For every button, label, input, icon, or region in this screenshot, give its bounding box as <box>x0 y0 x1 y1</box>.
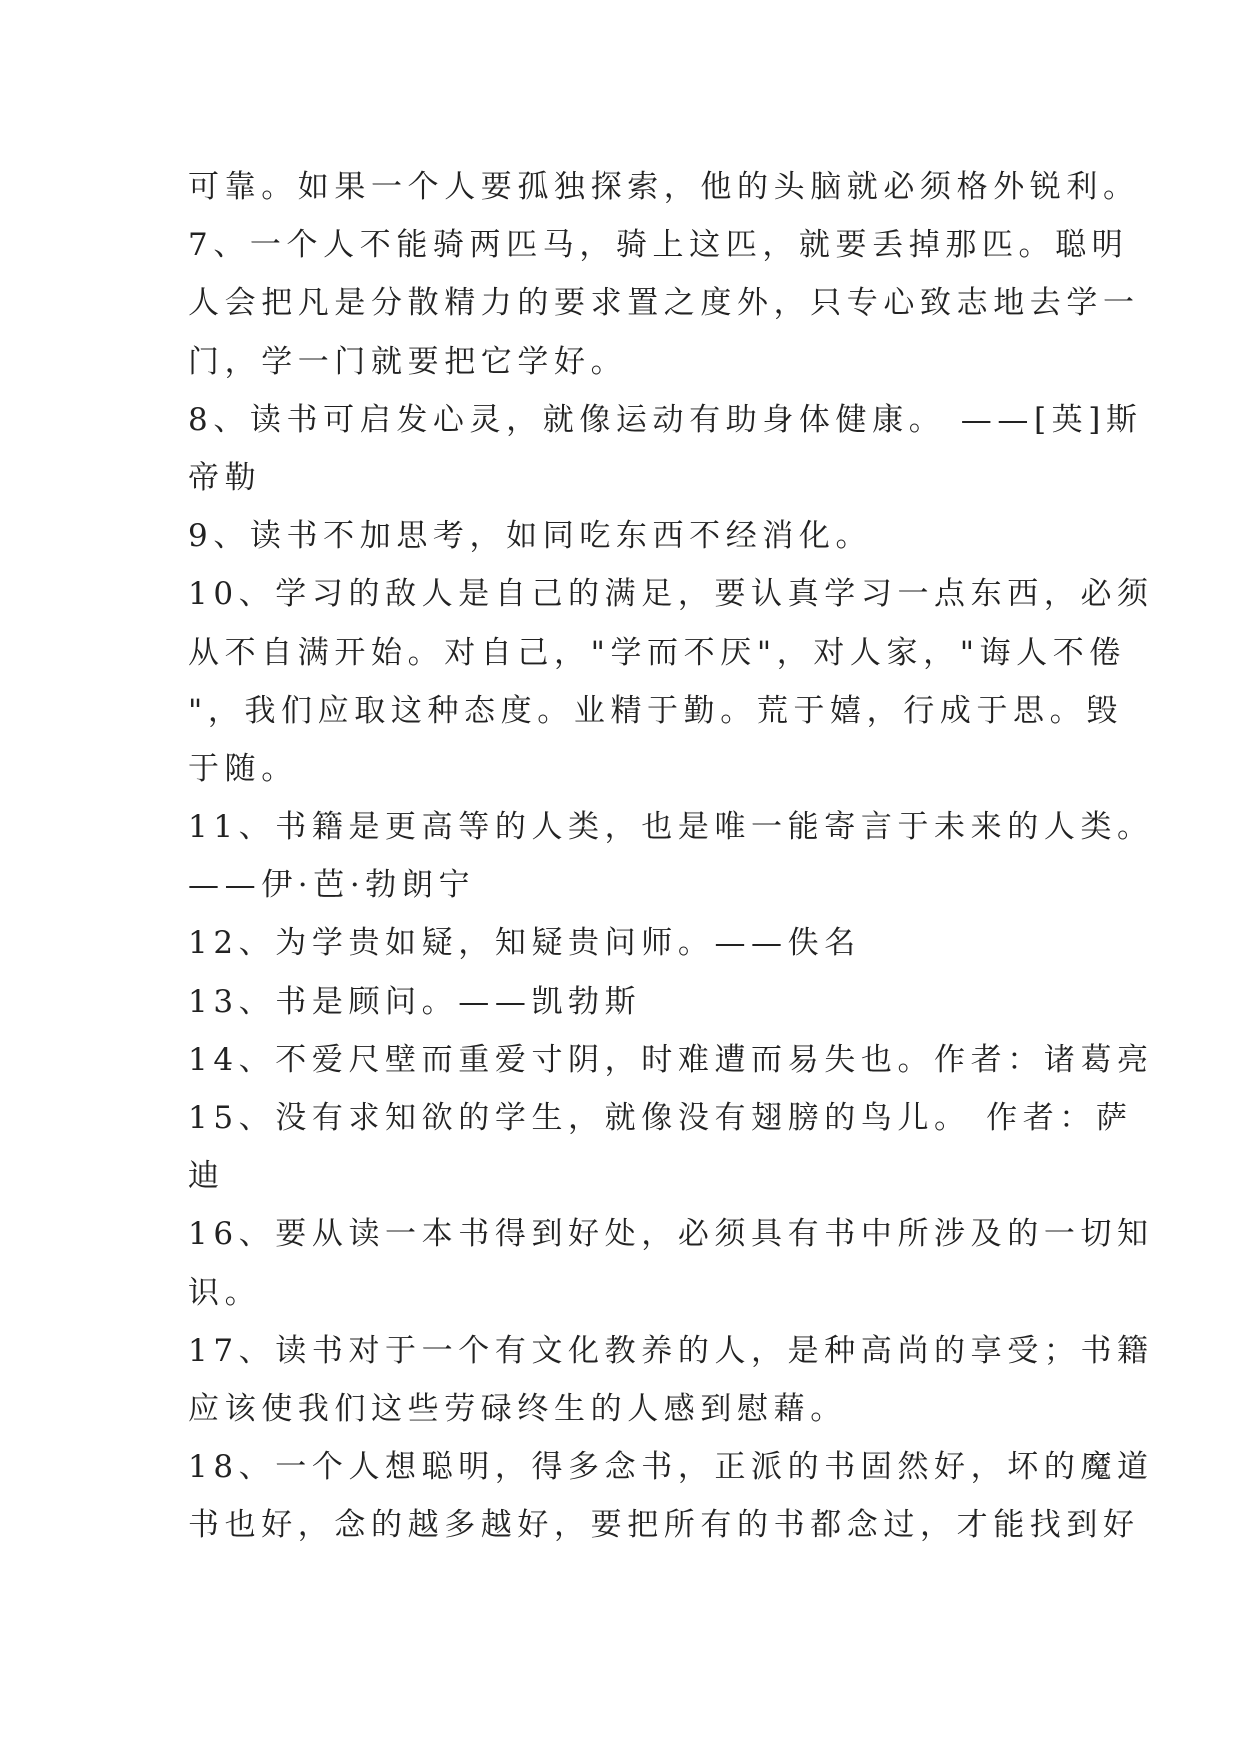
text-line: 从不自满开始。对自己，"学而不厌"，对人家，"诲人不倦 <box>188 634 1126 671</box>
text-line: 11、书籍是更高等的人类，也是唯一能寄言于未来的人类。 <box>188 809 1154 846</box>
text-line: "，我们应取这种态度。业精于勤。荒于嬉，行成于思。毁 <box>188 692 1123 729</box>
text-line: 人会把凡是分散精力的要求置之度外，只专心致志地去学一 <box>188 285 1140 322</box>
text-line: 识。 <box>188 1274 262 1311</box>
text-line: 15、没有求知欲的学生，就像没有翅膀的鸟儿。 作者：萨 <box>188 1100 1133 1136</box>
text-line: 12、为学贵如疑，知疑贵问师。——佚名 <box>188 925 861 962</box>
text-line: 9、读书不加思考，如同吃东西不经消化。 <box>188 518 873 555</box>
text-line: 于随。 <box>188 750 298 787</box>
text-line: ——伊·芭·勃朗宁 <box>188 867 476 904</box>
text-line: 可靠。如果一个人要孤独探索，他的头脑就必须格外锐利。 <box>188 169 1140 205</box>
text-line: 17、读书对于一个有文化教养的人，是种高尚的享受；书籍 <box>188 1332 1154 1369</box>
text-line: 应该使我们这些劳碌终生的人感到慰藉。 <box>188 1390 847 1427</box>
text-line: 帝勒 <box>188 459 262 496</box>
body-text <box>188 158 1154 1555</box>
text-line: 7、一个人不能骑两匹马，骑上这匹，就要丢掉那匹。聪明 <box>188 227 1129 264</box>
text-line: 书也好，念的越多越好，要把所有的书都念过，才能找到好 <box>188 1507 1140 1544</box>
text-line: 14、不爱尺壁而重爱寸阴，时难遭而易失也。作者：诸葛亮 <box>188 1041 1154 1078</box>
text-line: 8、读书可启发心灵，就像运动有助身体健康。 ——[英]斯 <box>188 401 1143 438</box>
text-line: 门，学一门就要把它学好。 <box>188 343 628 380</box>
text-line: 16、要从读一本书得到好处，必须具有书中所涉及的一切知 <box>188 1216 1154 1253</box>
text-line: 迪 <box>188 1158 225 1195</box>
text-line: 18、一个人想聪明，得多念书，正派的书固然好，坏的魔道 <box>188 1449 1154 1486</box>
text-line: 10、学习的敌人是自己的满足，要认真学习一点东西，必须 <box>188 576 1154 613</box>
text-line: 13、书是顾问。——凯勃斯 <box>188 983 642 1020</box>
